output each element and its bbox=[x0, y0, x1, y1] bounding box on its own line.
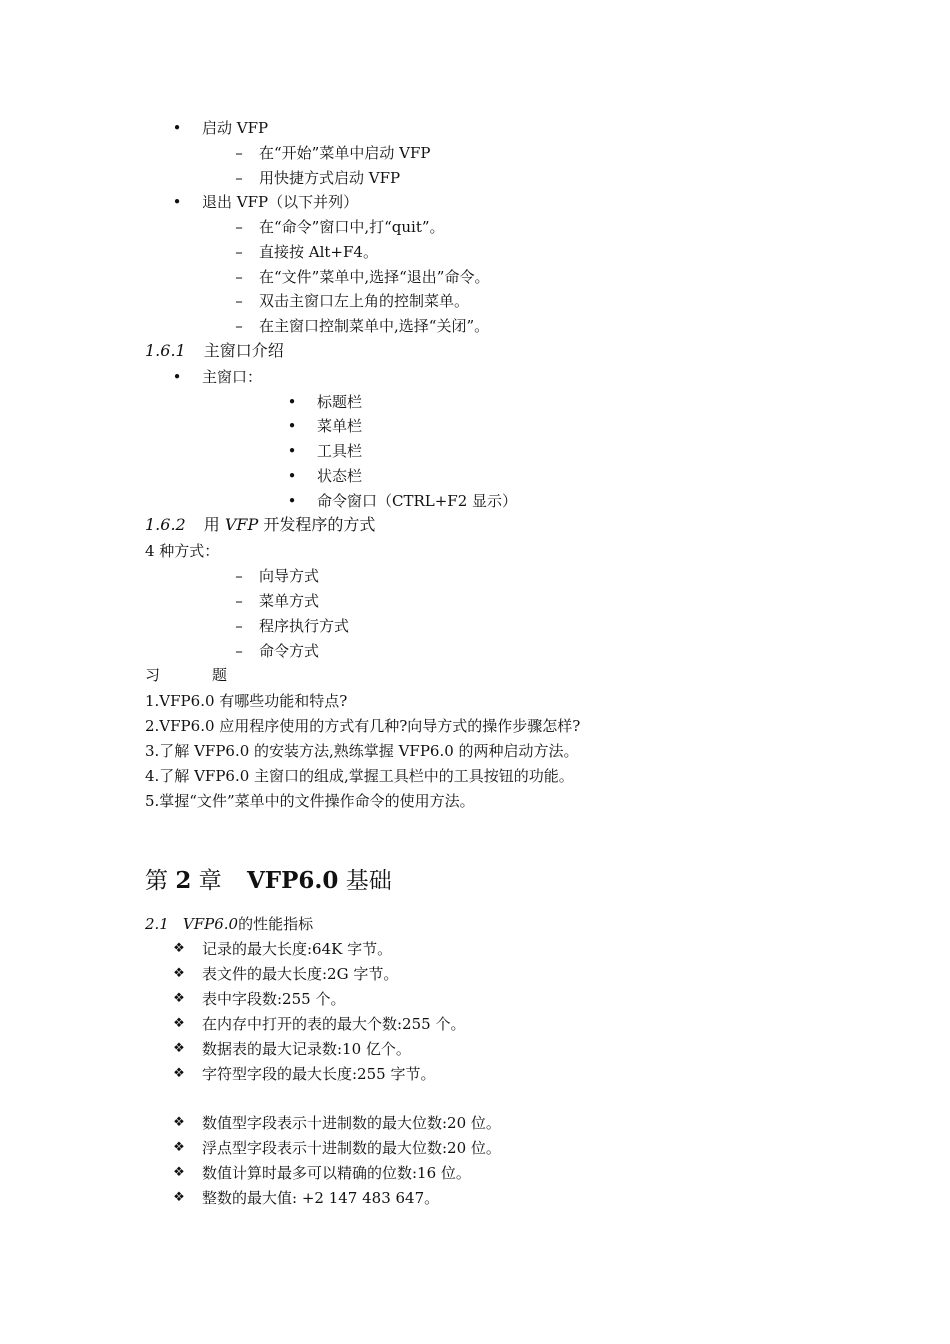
dash-icon: – bbox=[235, 317, 243, 335]
exercise-item: 4.了解 VFP6.0 主窗口的组成,掌握工具栏中的工具按钮的功能。 bbox=[145, 767, 574, 785]
section-number: 1.6.2 bbox=[145, 515, 186, 534]
exercise-item: 5.掌握“文件”菜单中的文件操作命令的使用方法。 bbox=[145, 792, 475, 810]
exit-title: 退出 VFP（以下并列） bbox=[202, 193, 359, 211]
diamond-icon: ❖ bbox=[173, 991, 185, 1006]
dash-icon: – bbox=[235, 642, 243, 660]
dash-icon: – bbox=[235, 169, 243, 187]
chapter-pre: 第 bbox=[145, 868, 168, 894]
spec-item: 整数的最大值: +2 147 483 647。 bbox=[202, 1189, 440, 1207]
diamond-icon: ❖ bbox=[173, 1190, 185, 1205]
dash-icon: – bbox=[235, 567, 243, 585]
exit-item: 在主窗口控制菜单中,选择“关闭”。 bbox=[259, 317, 490, 335]
dash-icon: – bbox=[235, 144, 243, 162]
spec-item: 数值型字段表示十进制数的最大位数:20 位。 bbox=[202, 1114, 501, 1132]
exit-item: 在“文件”菜单中,选择“退出”命令。 bbox=[259, 268, 490, 286]
section-number: 2.1 bbox=[145, 915, 169, 933]
exercise-item: 2.VFP6.0 应用程序使用的方式有几种?向导方式的操作步骤怎样? bbox=[145, 717, 581, 735]
dash-icon: – bbox=[235, 592, 243, 610]
diamond-icon: ❖ bbox=[173, 1115, 185, 1130]
method-item: 向导方式 bbox=[259, 567, 320, 585]
exercises-heading bbox=[145, 665, 228, 685]
chapter-name-bold: VFP6.0 bbox=[246, 867, 339, 894]
main-window-part: 标题栏 bbox=[317, 393, 363, 411]
chapter-mid: 章 bbox=[198, 868, 222, 894]
section-title-em: VFP bbox=[224, 515, 259, 534]
dash-icon: – bbox=[235, 243, 243, 261]
dash-icon: – bbox=[235, 292, 243, 310]
chapter-number: 2 bbox=[175, 867, 192, 894]
diamond-icon: ❖ bbox=[173, 1066, 185, 1081]
main-window-part: 菜单栏 bbox=[317, 417, 363, 435]
exit-item: 直接按 Alt+F4。 bbox=[259, 243, 378, 261]
diamond-icon: ❖ bbox=[173, 1140, 185, 1155]
spec-item: 数据表的最大记录数:10 亿个。 bbox=[202, 1040, 411, 1058]
launch-item: 用快捷方式启动 VFP bbox=[259, 169, 401, 187]
diamond-icon: ❖ bbox=[173, 941, 185, 956]
exercise-item: 1.VFP6.0 有哪些功能和特点? bbox=[145, 692, 348, 710]
diamond-icon: ❖ bbox=[173, 1016, 185, 1031]
spec-item: 表文件的最大长度:2G 字节。 bbox=[202, 965, 399, 983]
spec-item: 数值计算时最多可以精确的位数:16 位。 bbox=[202, 1164, 471, 1182]
method-item: 程序执行方式 bbox=[259, 617, 350, 635]
bullet-icon: • bbox=[287, 393, 297, 411]
method-item: 命令方式 bbox=[259, 642, 320, 660]
exercises-heading-a: 习 bbox=[145, 666, 161, 684]
diamond-icon: ❖ bbox=[173, 1041, 185, 1056]
section-title-pre: 用 bbox=[203, 515, 220, 534]
main-window-part: 工具栏 bbox=[317, 442, 363, 460]
section-heading-2-1 bbox=[145, 914, 313, 934]
section-number: 1.6.1 bbox=[145, 341, 186, 360]
bullet-icon: • bbox=[287, 467, 297, 485]
spec-item: 记录的最大长度:64K 字节。 bbox=[202, 940, 393, 958]
chapter-name-rest: 基础 bbox=[345, 868, 392, 894]
methods-intro: 4 种方式： bbox=[145, 542, 220, 560]
bullet-icon: • bbox=[172, 368, 182, 386]
dash-icon: – bbox=[235, 617, 243, 635]
launch-title: 启动 VFP bbox=[202, 119, 269, 137]
main-window-label: 主窗口： bbox=[202, 368, 263, 386]
diamond-icon: ❖ bbox=[173, 1165, 185, 1180]
chapter-title bbox=[145, 866, 392, 896]
bullet-icon: • bbox=[172, 193, 182, 211]
spec-item: 浮点型字段表示十进制数的最大位数:20 位。 bbox=[202, 1139, 501, 1157]
exercise-item: 3.了解 VFP6.0 的安装方法,熟练掌握 VFP6.0 的两种启动方法。 bbox=[145, 742, 579, 760]
bullet-icon: • bbox=[287, 442, 297, 460]
bullet-icon: • bbox=[287, 417, 297, 435]
section-title-rest: 的性能指标 bbox=[238, 915, 314, 933]
main-window-part: 命令窗口（CTRL+F2 显示） bbox=[317, 492, 518, 510]
spec-item: 字符型字段的最大长度:255 字节。 bbox=[202, 1065, 436, 1083]
section-heading-1-6-2 bbox=[145, 515, 375, 535]
dash-icon: – bbox=[235, 218, 243, 236]
dash-icon: – bbox=[235, 268, 243, 286]
method-item: 菜单方式 bbox=[259, 592, 320, 610]
spec-item: 在内存中打开的表的最大个数:255 个。 bbox=[202, 1015, 466, 1033]
section-heading-1-6-1 bbox=[145, 341, 284, 361]
section-title-em: VFP6.0 bbox=[182, 915, 239, 933]
spec-item: 表中字段数:255 个。 bbox=[202, 990, 346, 1008]
section-title-post: 开发程序的方式 bbox=[263, 515, 376, 534]
bullet-icon: • bbox=[287, 492, 297, 510]
section-title: 主窗口介绍 bbox=[203, 341, 284, 360]
exit-item: 在“命令”窗口中,打“quit”。 bbox=[259, 218, 445, 236]
exercises-heading-b: 题 bbox=[212, 666, 228, 684]
bullet-icon: • bbox=[172, 119, 182, 137]
exit-item: 双击主窗口左上角的控制菜单。 bbox=[259, 292, 470, 310]
launch-item: 在“开始”菜单中启动 VFP bbox=[259, 144, 431, 162]
diamond-icon: ❖ bbox=[173, 966, 185, 981]
main-window-part: 状态栏 bbox=[317, 467, 363, 485]
